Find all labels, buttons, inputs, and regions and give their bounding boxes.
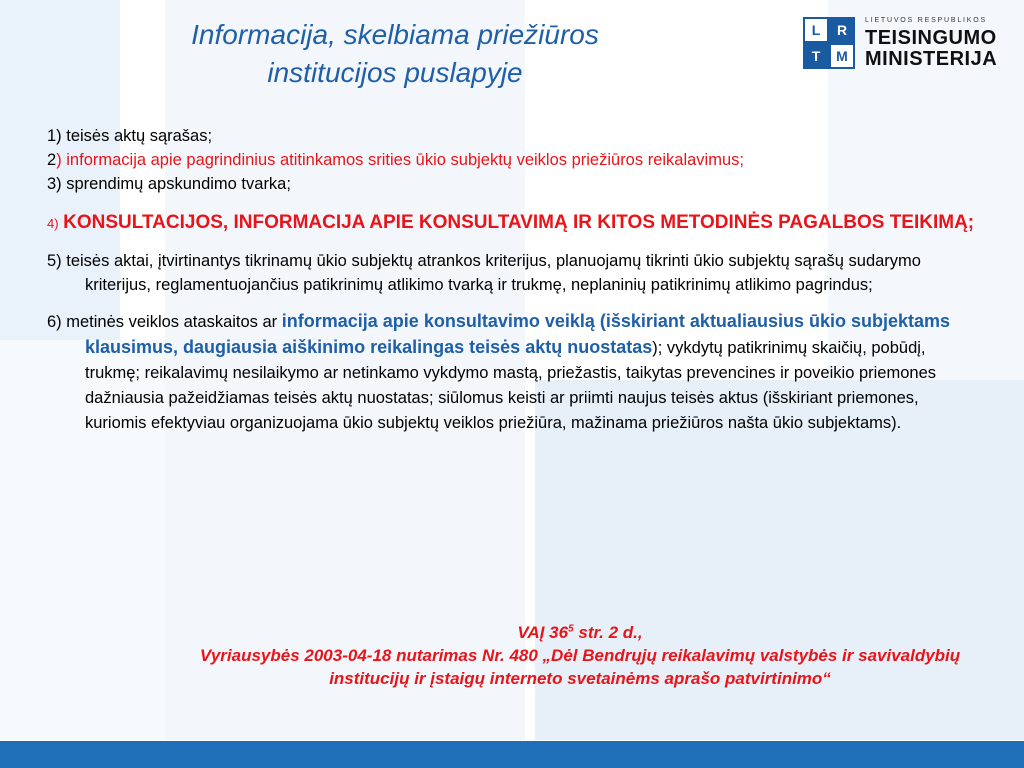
list-item-6 (47, 309, 982, 436)
list-item-4-text: KONSULTACIJOS, INFORMACIJA APIE KONSULTAVIMĄ IR KITOS METODINĖS PAGALBOS TEIKIMĄ; (63, 212, 975, 233)
list-item-6-rest: ); vykdytų patikrinimų skaičių, pobūdį, trukmę; reikalavimų nesilaikymo ar netinkamo vykdymo mastą, priežastis, taikytas prevencines ir poveikio priemones dažniausia pažeidžiamas teisės aktų nuostatas; siūlomus keisti ar priimti naujus teisės aktus (išskiriant priemones, kuriomis efektyviau organizuojama ūkio subjektų veiklos priežiūra, mažinama priežiūros našta ūkio subjektams). (85, 339, 936, 432)
logo-subtitle: LIETUVOS RESPUBLIKOS (865, 17, 987, 24)
logo-name (865, 28, 997, 70)
slide-title-line2: institucijos puslapyje (267, 57, 523, 88)
logo-letter-r: R (829, 17, 855, 43)
logo-letter-t: T (803, 43, 829, 69)
list-item-5: 5) teisės aktai, įtvirtinantys tikrinamų ūkio subjektų atrankos kriterijus, planuojamų tikrinti ūkio subjektų sąrašų sudarymo kriterijus, reglamentuojančius patikrinimų atlikimo tvarką ir trukmę, neplaninių patikrinimų atlikimo pagrindus; (47, 252, 921, 294)
list-item-4-number: 4) (47, 216, 59, 231)
bottom-bar (0, 741, 1024, 768)
list-item-6-highlight: informacija apie konsultavimo veiklą (išskiriant aktualiausius ūkio subjektams klausimus, daugiausia aiškinimo reikalingas teisės aktų nuostatas (85, 311, 951, 357)
list-item-3: 3) sprendimų apskundimo tvarka; (47, 175, 291, 193)
logo-mark (803, 17, 855, 69)
ministry-logo (803, 17, 1015, 73)
logo-letter-m: M (829, 43, 855, 69)
list-item-6-prefix: 6) metinės veiklos ataskaitos ar (47, 313, 282, 331)
list-item-2-text: ) informacija apie pagrindinius atitinkamos srities ūkio subjektų veiklos priežiūros reikalavimus; (56, 151, 744, 169)
logo-name-line1: TEISINGUMO (865, 27, 997, 49)
logo-name-line2: MINISTERIJA (865, 48, 998, 70)
list-item-4 (47, 208, 982, 239)
legal-reference-clause: str. 2 d., (573, 623, 643, 642)
slide-title-line1: Informacija, skelbiama priežiūros (191, 19, 599, 50)
logo-letter-l: L (803, 17, 829, 43)
legal-reference-line2: Vyriausybės 2003-04-18 nutarimas Nr. 480 „Dėl Bendrųjų reikalavimų valstybės ir savivaldybių institucijų ir įstaigų interneto svetainėms aprašo patvirtinimo“ (199, 646, 961, 688)
legal-reference-superscript: 5 (568, 623, 574, 635)
list-item-1: 1) teisės aktų sąrašas; (47, 127, 213, 145)
list-item-2-number: 2 (47, 151, 57, 169)
legal-reference (160, 621, 1000, 690)
list-item-2 (47, 148, 982, 172)
slide-title (100, 16, 690, 92)
legal-reference-line1 (160, 621, 1000, 644)
legal-reference-article: VAĮ 36 (517, 623, 569, 642)
slide-content (47, 124, 982, 436)
